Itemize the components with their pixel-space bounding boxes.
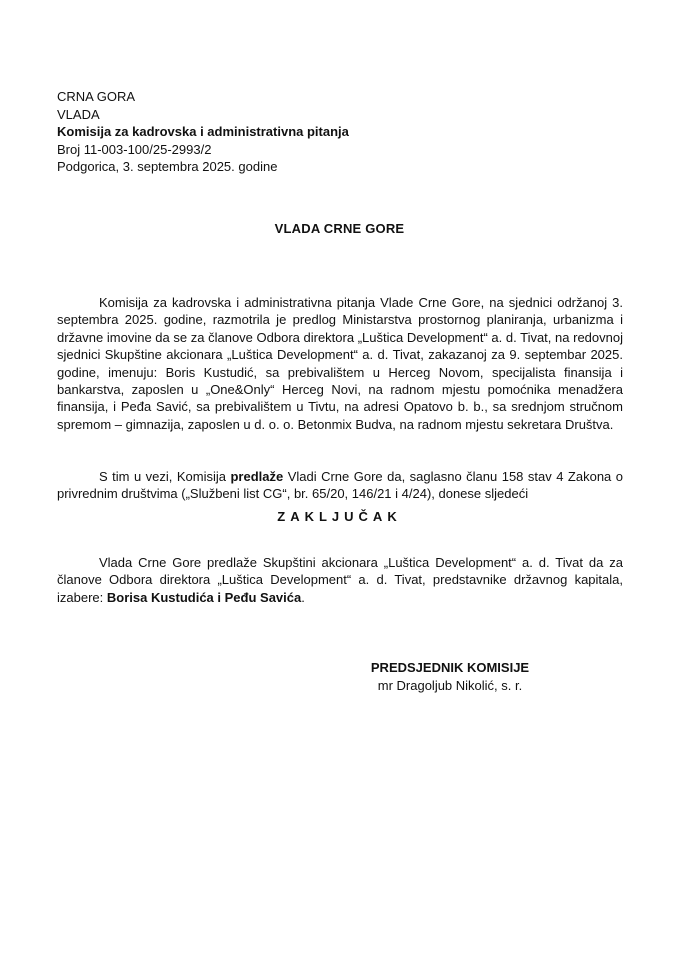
- paragraph2-bold: predlaže: [230, 469, 284, 484]
- paragraph2-after: Vladi Crne Gore da, saglasno članu 158 stav 4 Zakona o privrednim društvima („Službeni list CG“, br. 65/20, 146/21 i 4/24), donese sljedeći: [57, 469, 623, 502]
- signature-role: PREDSJEDNIK KOMISIJE: [370, 660, 530, 675]
- paragraph3-before: Vlada Crne Gore predlaže Skupštini akcionara „Luštica Development“ a. d. Tivat da za članove Odbora direktora „Luštica Development“ a. d. Tivat, predstavnike državnog kapitala, izabere:: [57, 555, 623, 605]
- header-place-date: Podgorica, 3. septembra 2025. godine: [57, 159, 278, 174]
- paragraph-proposal: Komisija za kadrovska i administrativna pitanja Vlade Crne Gore, na sjednici održanoj 3. septembra 2025. godine, razmotrila je predlog Ministarstva prostornog planiranja, urbanizma i državne imovine da se za članove Odbora direktora „Luštica Development“ a. d. Tivat, na redovnoj sjednici Skupštine akcionara „Luštica Development“ a. d. Tivat, zakazanoj za 9. septembar 2025. godine, imenuju: Boris Kustudić, sa prebivalištem u Herceg Novom, specijalista finansija i bankarstva, zaposlen u „One&Only“ Herceg Novi, na radnom mjestu pomoćnika menadžera finansija, i Peđa Savić, sa prebivalištem u Tivtu, na adresi Opatovo b. b., sa srednjom stručnom spremom – gimnazija, zaposlen u d. o. o. Betonmix Budva, na radnom mjestu sekretara Društva.: [57, 295, 623, 432]
- paragraph3-after: .: [301, 589, 305, 605]
- paragraph2-before: S tim u vezi, Komisija: [99, 469, 231, 484]
- paragraph3-bold-names: Borisa Kustudića i Peđu Savića: [106, 589, 302, 605]
- header-number: Broj 11-003-100/25-2993/2: [57, 141, 212, 157]
- conclusion-title: ZAKLJUČAK: [277, 509, 402, 524]
- header-government: VLADA: [57, 106, 100, 122]
- paragraph-conclusion: [57, 554, 623, 606]
- signature-name: mr Dragoljub Nikolić, s. r.: [377, 677, 523, 693]
- header-country: CRNA GORA: [57, 89, 136, 104]
- paragraph-commission-proposes: [57, 468, 623, 503]
- signature-block: [340, 659, 560, 694]
- header-commission: Komisija za kadrovska i administrativna pitanja: [57, 124, 349, 139]
- document-title: VLADA CRNE GORE: [274, 221, 405, 236]
- document-header: [57, 88, 349, 176]
